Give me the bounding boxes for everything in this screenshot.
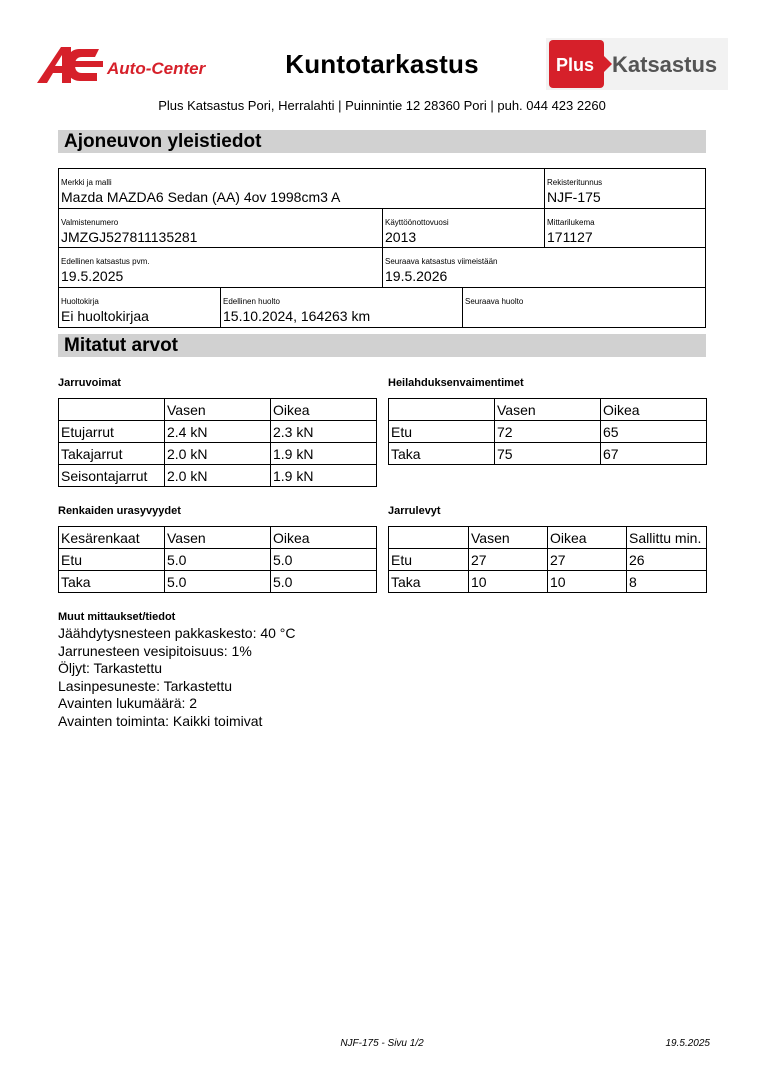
- auto-center-logo-text: Auto-Center: [107, 59, 206, 78]
- table-header-cell: [59, 399, 165, 421]
- other-measurement-line: Öljyt: Tarkastettu: [58, 660, 163, 676]
- other-measurements-title: Muut mittaukset/tiedot: [58, 611, 176, 623]
- last-service-value: 15.10.2024, 164263 km: [223, 307, 371, 324]
- table-header-cell: Kesärenkaat: [59, 527, 165, 549]
- plus-logo-plus-text: Plus: [556, 55, 595, 75]
- table-header-row: [389, 527, 707, 549]
- tires-title: Renkaiden urasyvyydet: [58, 505, 181, 517]
- service-book-value: Ei huoltokirjaa: [61, 307, 149, 324]
- field-label: Seuraava huolto: [465, 296, 524, 306]
- vin-cell: [59, 209, 383, 248]
- info-row: [59, 209, 705, 249]
- footer-date: 19.5.2025: [665, 1038, 710, 1049]
- plus-logo-katsastus-text: Katsastus: [612, 52, 718, 77]
- field-label: Käyttöönottovuosi: [385, 217, 449, 227]
- odometer-cell: [545, 209, 705, 248]
- last-service-cell: [221, 288, 463, 328]
- other-measurement-line: Lasinpesuneste: Tarkastettu: [58, 677, 233, 694]
- table-header-cell: [389, 527, 469, 549]
- next-inspection-value: 19.5.2026: [385, 268, 448, 284]
- other-measurements: [58, 611, 296, 730]
- table-row: [59, 443, 377, 465]
- odometer-value: 171127: [547, 228, 593, 245]
- table-cell: 5.0: [165, 549, 271, 571]
- footer-page-number: NJF-175 - Sivu 1/2: [340, 1038, 424, 1049]
- table-cell: 75: [495, 443, 601, 465]
- table-cell: Etu: [389, 421, 495, 443]
- table-cell: 5.0: [271, 571, 377, 593]
- field-label: Edellinen katsastus pvm.: [61, 257, 150, 266]
- table-cell: 67: [601, 443, 707, 465]
- field-label: Huoltokirja: [61, 296, 99, 306]
- info-row: [59, 288, 705, 328]
- make-model-cell: [59, 169, 545, 208]
- table-row: [389, 443, 707, 465]
- make-model-value: Mazda MAZDA6 Sedan (AA) 4ov 1998cm3 A: [61, 189, 341, 205]
- plus-katsastus-logo: [546, 38, 728, 90]
- table-cell: 2.3 kN: [271, 421, 377, 443]
- table-header-cell: Oikea: [548, 527, 627, 549]
- table-header-cell: Oikea: [271, 527, 377, 549]
- last-inspection-value: 19.5.2025: [61, 268, 124, 284]
- table-row: [389, 421, 707, 443]
- document-title: Kuntotarkastus: [285, 49, 479, 79]
- field-label: Mittarilukema: [547, 217, 595, 227]
- other-measurement-line: Avainten lukumäärä: 2: [58, 695, 198, 711]
- brakes-table: [58, 398, 377, 487]
- other-measurement-line: Jarrunesteen vesipitoisuus: 1%: [58, 642, 252, 659]
- shocks-title: Heilahduksenvaimentimet: [388, 377, 524, 389]
- other-measurement-line: Avainten toiminta: Kaikki toimivat: [58, 712, 263, 729]
- table-row: [59, 549, 377, 571]
- table-header-row: [59, 527, 377, 549]
- shocks-table: [388, 398, 707, 465]
- table-row: [59, 571, 377, 593]
- table-row: [59, 421, 377, 443]
- table-cell: 5.0: [271, 549, 377, 571]
- page-header: [0, 0, 764, 120]
- last-inspection-cell: [59, 248, 383, 287]
- table-cell: 2.0 kN: [165, 465, 271, 487]
- table-cell: 27: [469, 549, 548, 571]
- table-cell: Etu: [59, 549, 165, 571]
- table-row: [59, 465, 377, 487]
- registration-value: NJF-175: [547, 189, 601, 205]
- table-header-cell: Oikea: [271, 399, 377, 421]
- service-book-cell: [59, 288, 221, 328]
- field-label: Valmistenumero: [61, 217, 119, 227]
- table-header-cell: Vasen: [165, 399, 271, 421]
- vin-value: JMZGJ527811135281: [61, 228, 198, 245]
- tires-table: [58, 526, 377, 593]
- table-header-cell: Sallittu min.: [627, 527, 707, 549]
- table-cell: Taka: [389, 571, 469, 593]
- table-cell: 1.9 kN: [271, 443, 377, 465]
- first-use-year-cell: [383, 209, 545, 248]
- table-header-cell: Vasen: [469, 527, 548, 549]
- section-heading-general: Ajoneuvon yleistiedot: [58, 130, 706, 153]
- table-header-row: [59, 399, 377, 421]
- table-cell: 1.9 kN: [271, 465, 377, 487]
- table-cell: Taka: [389, 443, 495, 465]
- table-cell: 2.4 kN: [165, 421, 271, 443]
- discs-title: Jarrulevyt: [388, 505, 441, 517]
- table-row: [389, 549, 707, 571]
- table-cell: Etu: [389, 549, 469, 571]
- contact-line: Plus Katsastus Pori, Herralahti | Puinnintie 12 28360 Pori | puh. 044 423 2260: [158, 98, 606, 113]
- table-row: [389, 571, 707, 593]
- table-cell: Seisontajarrut: [59, 465, 165, 487]
- table-cell: Taka: [59, 571, 165, 593]
- table-cell: 8: [627, 571, 707, 593]
- table-header-cell: Oikea: [601, 399, 707, 421]
- table-cell: 5.0: [165, 571, 271, 593]
- table-cell: 26: [627, 549, 707, 571]
- table-header-cell: Vasen: [495, 399, 601, 421]
- field-label: Merkki ja malli: [61, 178, 112, 187]
- field-label: Edellinen huolto: [223, 296, 280, 306]
- first-use-year-value: 2013: [385, 228, 417, 245]
- table-header-cell: [389, 399, 495, 421]
- table-cell: Takajarrut: [59, 443, 165, 465]
- field-label: Seuraava katsastus viimeistään: [385, 257, 498, 266]
- next-inspection-cell: [383, 248, 705, 287]
- next-service-cell: [463, 288, 705, 328]
- table-header-row: [389, 399, 707, 421]
- field-label: Rekisteritunnus: [547, 178, 603, 187]
- info-row: [59, 248, 705, 288]
- table-cell: 10: [469, 571, 548, 593]
- other-measurement-line: Jäähdytysnesteen pakkaskesto: 40 °C: [58, 625, 296, 641]
- table-cell: 10: [548, 571, 627, 593]
- vehicle-info-grid: [58, 168, 706, 328]
- table-cell: 2.0 kN: [165, 443, 271, 465]
- table-cell: 65: [601, 421, 707, 443]
- table-cell: Etujarrut: [59, 421, 165, 443]
- section-heading-measured: Mitatut arvot: [58, 334, 706, 357]
- table-cell: 72: [495, 421, 601, 443]
- info-row: [59, 169, 705, 209]
- table-header-cell: Vasen: [165, 527, 271, 549]
- brakes-title: Jarruvoimat: [58, 377, 121, 389]
- registration-cell: [545, 169, 705, 208]
- table-cell: 27: [548, 549, 627, 571]
- discs-table: [388, 526, 707, 593]
